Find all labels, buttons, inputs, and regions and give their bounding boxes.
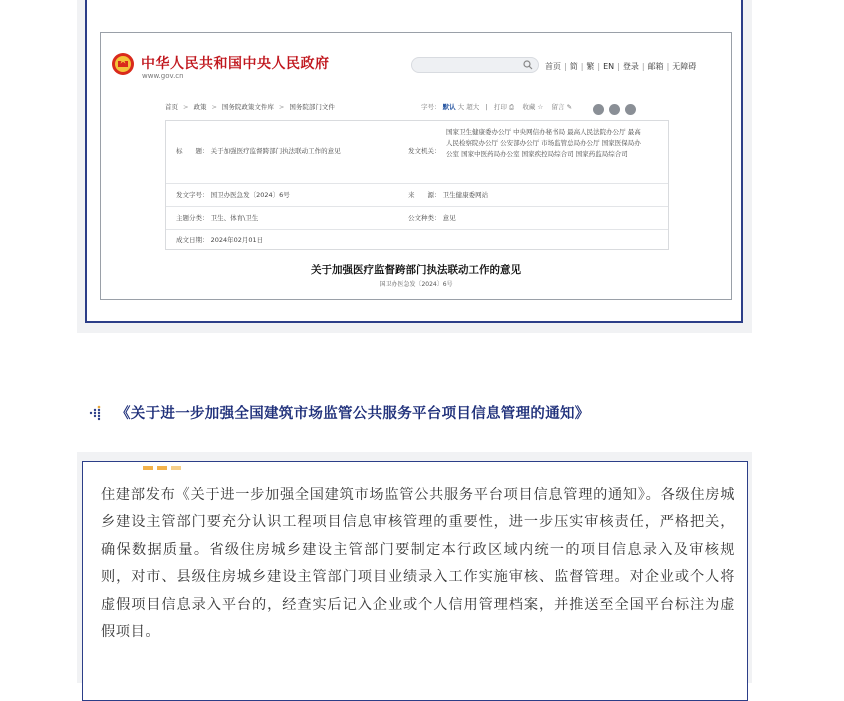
dots-decoration-icon — [88, 405, 102, 421]
leave-message-button[interactable]: 留言 — [551, 103, 565, 111]
topic-value: 卫生、体育\卫生 — [210, 214, 259, 222]
qzone-share-icon[interactable] — [625, 104, 636, 115]
page-tools: 字号： 默认 大 超大 | 打印 ⎙ 收藏 ☆ 留言 ✎ — [421, 103, 573, 111]
top-links: 首页 | 简 | 繁 | EN | 登录 | 邮箱 | 无障碍 — [545, 62, 697, 71]
font-size-default[interactable]: 默认 — [442, 103, 456, 111]
document-title: 关于加强医疗监督跨部门执法联动工作的意见 — [311, 264, 521, 276]
title-value: 关于加强医疗监督跨部门执法联动工作的意见 — [210, 147, 341, 155]
info-row-number — [166, 183, 668, 207]
link-mail[interactable]: 邮箱 — [647, 62, 664, 71]
section-title: 《关于进一步加强全国建筑市场监管公共服务平台项目信息管理的通知》 — [116, 406, 590, 422]
issuer-value: 国家卫生健康委办公厅 中央网信办秘书局 最高人民法院办公厅 最高人民检察院办公厅 公安部办公厅 市场监管总局办公厅 国家医保局办公室 国家中医药局办公室 国家疾控局综合司 国家药监局综合司 — [446, 128, 641, 158]
date-value: 2024年02月01日 — [210, 236, 264, 244]
gov-header — [101, 33, 731, 89]
info-row-topic — [166, 206, 668, 230]
date-label: 成文日期： — [176, 236, 209, 244]
document-info-table — [165, 120, 669, 250]
link-accessibility[interactable]: 无障碍 — [672, 62, 697, 71]
breadcrumb-item[interactable]: 首页 — [165, 103, 178, 111]
link-login[interactable]: 登录 — [622, 62, 639, 71]
gov-site-title[interactable]: 中华人民共和国中央人民政府 — [141, 56, 330, 72]
source-value: 卫生健康委网站 — [442, 191, 489, 199]
link-home[interactable]: 首页 — [545, 62, 561, 71]
breadcrumb-item[interactable]: 政策 — [193, 103, 207, 111]
section-body-text: 住建部发布《关于进一步加强全国建筑市场监管公共服务平台项目信息管理的通知》。各级住房城乡建设主管部门要充分认识工程项目信息审核管理的重要性，进一步压实审核责任，严格把关，确保数据质量。省级住房城乡建设主管部门要制定本行政区域内统一的项目信息录入及审核规则，对市、县级住房城乡建设主管部门项目业绩录入工作实施审核、监督管理。对企业或个人将虚假项目信息录入平台的，经查实后记入企业或个人信用管理档案，并推送至全国平台标注为虚假项目。 — [101, 487, 735, 641]
gov-page-screenshot — [100, 32, 732, 300]
weibo-share-icon[interactable] — [593, 104, 604, 115]
number-value: 国卫办医急发〔2024〕6号 — [210, 191, 290, 199]
breadcrumb-item[interactable]: 国务院政策文件库 — [221, 103, 274, 111]
source-label: 来 源： — [408, 191, 441, 199]
font-size-label: 字号： — [421, 103, 441, 111]
screenshot-card — [77, 0, 752, 333]
accent-bar — [171, 466, 181, 470]
document-number: 国卫办医急发〔2024〕6号 — [379, 281, 453, 288]
gov-site-url: www.gov.cn — [142, 72, 184, 80]
national-emblem-icon — [111, 51, 135, 77]
info-row-title — [166, 121, 668, 184]
accent-bar — [143, 466, 153, 470]
link-english[interactable]: EN — [603, 62, 615, 71]
link-traditional[interactable]: 繁 — [586, 62, 595, 71]
link-simplified[interactable]: 简 — [569, 62, 578, 71]
print-button[interactable]: 打印 — [493, 103, 507, 111]
type-value: 意见 — [442, 214, 456, 222]
screenshot-frame — [85, 0, 743, 323]
text-card-frame — [82, 461, 748, 701]
wechat-share-icon[interactable] — [609, 104, 620, 115]
info-row-date — [166, 229, 668, 250]
issuer-label: 发文机关： — [408, 147, 441, 155]
favorite-button[interactable]: 收藏 — [522, 103, 536, 111]
font-size-large[interactable]: 大 — [457, 103, 465, 111]
search-icon[interactable] — [523, 60, 533, 70]
topic-label: 主题分类： — [176, 214, 209, 222]
text-card — [77, 452, 752, 683]
number-label: 发文字号： — [176, 191, 209, 199]
title-label: 标 题： — [176, 147, 209, 155]
share-icons — [593, 99, 641, 118]
breadcrumb: 首页 > 政策 > 国务院政策文件库 > 国务院部门文件 — [165, 103, 335, 111]
search-input[interactable] — [411, 57, 539, 73]
accent-bar — [157, 466, 167, 470]
font-size-xlarge[interactable]: 超大 — [466, 103, 480, 111]
breadcrumb-item[interactable]: 国务院部门文件 — [289, 103, 335, 111]
type-label: 公文种类： — [408, 214, 441, 222]
